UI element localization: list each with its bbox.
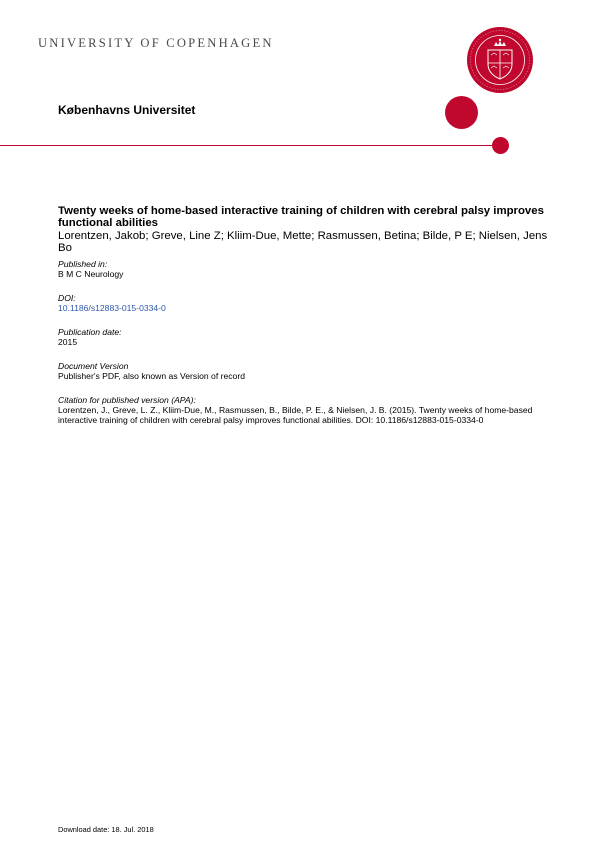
doi-block xyxy=(58,293,558,313)
citation-block xyxy=(58,395,558,425)
document-version-value: Publisher's PDF, also known as Version of record xyxy=(58,370,245,381)
published-in-block xyxy=(58,259,558,279)
doi-label: DOI: xyxy=(58,292,76,303)
document-version-block xyxy=(58,361,558,381)
university-seal-logo xyxy=(466,26,534,94)
brand-circle-large xyxy=(445,96,478,129)
publication-date-value: 2015 xyxy=(58,336,78,347)
institution-name: Københavns Universitet xyxy=(58,103,196,117)
document-version-label: Document Version xyxy=(58,360,129,371)
publication-date-label: Publication date: xyxy=(58,326,122,337)
published-in-value: B M C Neurology xyxy=(58,268,124,279)
document-body xyxy=(58,205,558,425)
paper-authors: Lorentzen, Jakob; Greve, Line Z; Kliim-Due, Mette; Rasmussen, Betina; Bilde, P E; Nielsen, Jens Bo xyxy=(58,230,548,255)
paper-title: Twenty weeks of home-based interactive training of children with cerebral palsy improves functional abilities xyxy=(58,205,544,229)
brand-circle-small xyxy=(492,137,509,154)
publication-date-block xyxy=(58,327,558,347)
header-divider xyxy=(0,145,500,146)
doi-link[interactable]: 10.1186/s12883-015-0334-0 xyxy=(58,302,166,313)
university-name-header: UNIVERSITY OF COPENHAGEN xyxy=(38,36,274,50)
citation-value: Lorentzen, J., Greve, L. Z., Kliim-Due, M., Rasmussen, B., Bilde, P. E., & Nielsen, J. B. (2015). Twenty weeks of home-based interactive training of children with cerebral palsy improves functional abilities. DOI: 10.1186/s12883-015-0334-0 xyxy=(58,404,533,425)
download-date: Download date: 18. Jul. 2018 xyxy=(58,825,154,834)
citation-label: Citation for published version (APA): xyxy=(58,394,196,405)
published-in-label: Published in: xyxy=(58,258,108,269)
